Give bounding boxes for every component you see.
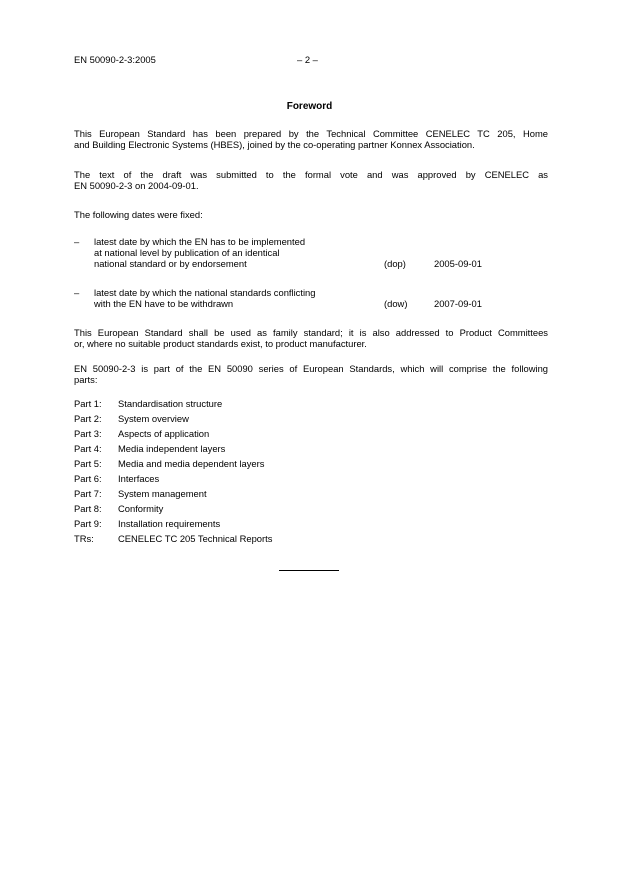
paragraph-line: and Building Electronic Systems (HBES), joined by the co-operating partner Konnex Association. <box>74 139 475 150</box>
list-dash: – <box>74 236 80 247</box>
part-title: Interfaces <box>118 473 160 484</box>
paragraph-line: or, where no suitable product standards exist, to product manufacturer. <box>74 338 367 349</box>
part-label: Part 8: <box>74 503 102 514</box>
part-label: Part 9: <box>74 518 102 529</box>
date-description-line: at national level by publication of an identical <box>94 247 280 258</box>
part-title: Installation requirements <box>118 518 221 529</box>
header-page-number: – 2 – <box>297 54 318 65</box>
end-rule-divider <box>279 570 339 571</box>
part-title: Conformity <box>118 503 164 514</box>
paragraph-series <box>74 363 548 385</box>
part-label: Part 6: <box>74 473 102 484</box>
part-title: System management <box>118 488 207 499</box>
part-label: Part 2: <box>74 413 102 424</box>
date-description <box>94 287 374 309</box>
part-label: Part 7: <box>74 488 102 499</box>
paragraph-line: This European Standard shall be used as family standard; it is also addressed to Product Committees <box>74 327 548 338</box>
part-label: TRs: <box>74 533 94 544</box>
paragraph-committee <box>74 128 548 150</box>
date-code: (dow) <box>384 298 408 309</box>
paragraph-line: The following dates were fixed: <box>74 209 203 220</box>
date-value: 2007-09-01 <box>434 298 482 309</box>
date-description <box>94 236 374 269</box>
list-item <box>74 533 474 548</box>
parts-list <box>74 398 474 548</box>
date-description-line: latest date by which the EN has to be implemented <box>94 236 306 247</box>
part-title: Media independent layers <box>118 443 226 454</box>
part-title: System overview <box>118 413 189 424</box>
list-item <box>74 518 474 533</box>
date-value: 2005-09-01 <box>434 258 482 269</box>
part-title: Aspects of application <box>118 428 210 439</box>
list-item <box>74 443 474 458</box>
paragraph-line: EN 50090-2-3 is part of the EN 50090 series of European Standards, which will comprise the following <box>74 363 548 374</box>
part-label: Part 1: <box>74 398 102 409</box>
list-item <box>74 413 474 428</box>
date-description-line: national standard or by endorsement <box>94 258 247 269</box>
part-label: Part 3: <box>74 428 102 439</box>
part-title: CENELEC TC 205 Technical Reports <box>118 533 273 544</box>
paragraph-line: parts: <box>74 374 98 385</box>
list-item <box>74 428 474 443</box>
date-code: (dop) <box>384 258 406 269</box>
paragraph-line: EN 50090-2-3 on 2004-09-01. <box>74 180 199 191</box>
paragraph-vote <box>74 169 548 191</box>
date-description-line: with the EN have to be withdrawn <box>94 298 234 309</box>
paragraph-family-standard <box>74 327 548 349</box>
list-item <box>74 398 474 413</box>
list-dash: – <box>74 287 80 298</box>
header-doc-id: EN 50090-2-3:2005 <box>74 54 156 65</box>
paragraph-line: This European Standard has been prepared by the Technical Committee CENELEC TC 205, Home <box>74 128 548 139</box>
part-title: Standardisation structure <box>118 398 223 409</box>
part-label: Part 5: <box>74 458 102 469</box>
list-item <box>74 488 474 503</box>
list-item <box>74 473 474 488</box>
part-title: Media and media dependent layers <box>118 458 265 469</box>
list-item <box>74 503 474 518</box>
list-item <box>74 458 474 473</box>
paragraph-line: The text of the draft was submitted to the formal vote and was approved by CENELEC as <box>74 169 548 180</box>
section-title: Foreword <box>286 101 333 112</box>
date-description-line: latest date by which the national standards conflicting <box>94 287 316 298</box>
part-label: Part 4: <box>74 443 102 454</box>
paragraph-dates-intro <box>74 209 548 220</box>
